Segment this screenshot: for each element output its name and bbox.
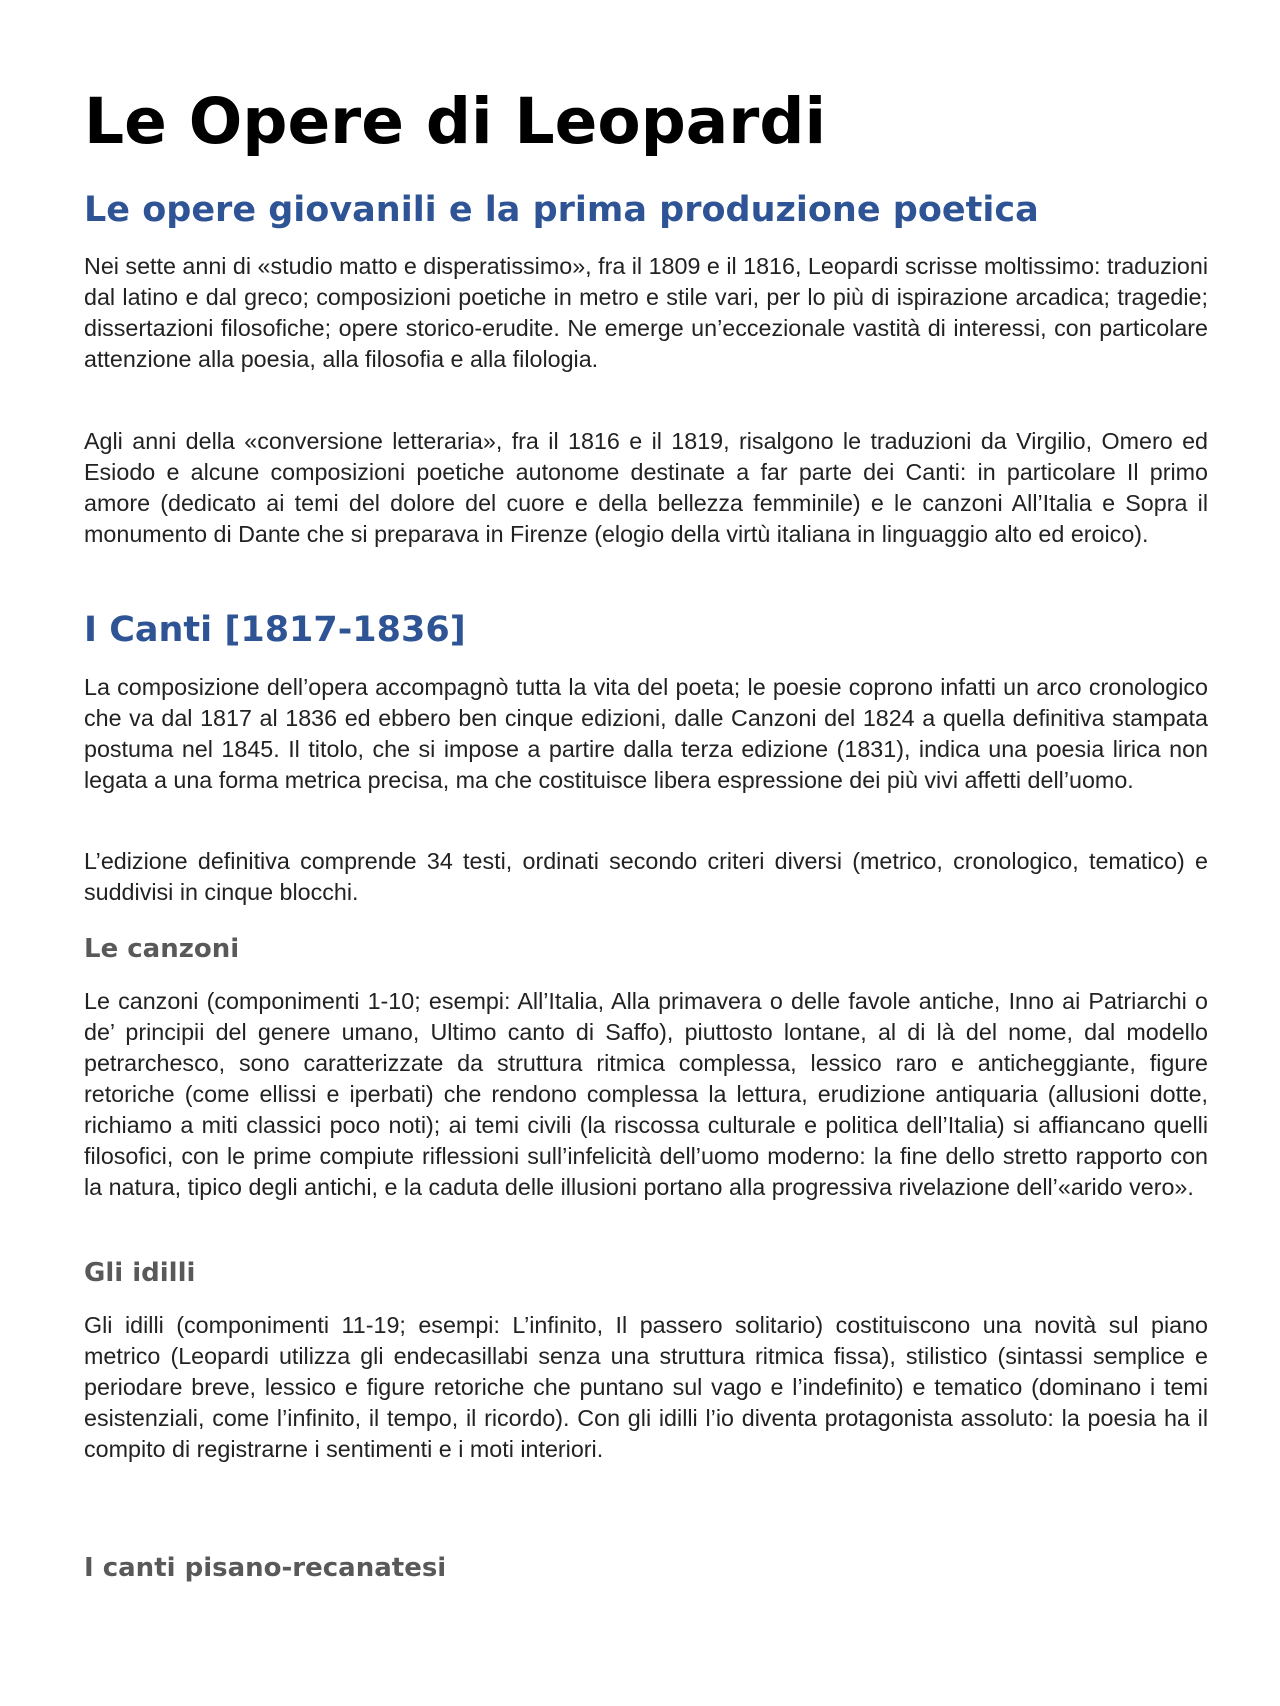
paragraph-edizione-definitiva: L’edizione definitiva comprende 34 testi, ordinati secondo criteri diversi (metrico, cronologico, tematico) e suddivisi in cinque blocchi. — [84, 848, 1208, 905]
heading-canti: I Canti [1817-1836] — [84, 610, 466, 650]
paragraph-studio-matto: Nei sette anni di «studio matto e disperatissimo», fra il 1809 e il 1816, Leopardi scrisse moltissimo: traduzioni dal latino e dal greco; composizioni poetiche in metro e stile vari, per lo più di ispirazione arcadica; tragedie; dissertazioni filosofiche; opere storico-erudite. Ne emerge un’eccezionale vastità di interessi, con particolare attenzione alla poesia, alla filosofia e alla filologia. — [84, 253, 1208, 372]
document-title: Le Opere di Leopardi — [84, 85, 827, 158]
heading-opere-giovanili: Le opere giovanili e la prima produzione poetica — [84, 190, 1039, 230]
paragraph-conversione-letteraria: Agli anni della «conversione letteraria», fra il 1816 e il 1819, risalgono le traduzioni da Virgilio, Omero ed Esiodo e alcune composizioni poetiche autonome destinate a far parte dei Canti: in particolare Il primo amore (dedicato ai temi del dolore del cuore e della bellezza femminile) e le canzoni All’Italia e Sopra il monumento di Dante che si preparava in Firenze (elogio della virtù italiana in linguaggio alto ed eroico). — [84, 428, 1208, 547]
heading-canti-pisano-recanatesi: I canti pisano-recanatesi — [84, 1553, 447, 1583]
paragraph-composizione-canti: La composizione dell’opera accompagnò tutta la vita del poeta; le poesie coprono infatti un arco cronologico che va dal 1817 al 1836 ed ebbero ben cinque edizioni, dalle Canzoni del 1824 a quella definitiva stampata postuma nel 1845. Il titolo, che si impose a partire dalla terza edizione (1831), indica una poesia lirica non legata a una forma metrica precisa, ma che costituisce libera espressione dei più vivi affetti dell’uomo. — [84, 674, 1208, 793]
paragraph-gli-idilli: Gli idilli (componimenti 11-19; esempi: L’infinito, Il passero solitario) costituiscono una novità sul piano metrico (Leopardi utilizza gli endecasillabi senza una struttura ritmica fissa), stilistico (sintassi semplice e periodare breve, lessico e figure retoriche che puntano sul vago e l’indefinito) e tematico (dominano i temi esistenziali, come l’infinito, il tempo, il ricordo). Con gli idilli l’io diventa protagonista assoluto: la poesia ha il compito di registrarne i sentimenti e i moti interiori. — [84, 1312, 1208, 1462]
heading-le-canzoni: Le canzoni — [84, 934, 240, 964]
heading-gli-idilli: Gli idilli — [84, 1258, 196, 1288]
paragraph-le-canzoni: Le canzoni (componimenti 1-10; esempi: All’Italia, Alla primavera o delle favole antiche, Inno ai Patriarchi o de’ principii del genere umano, Ultimo canto di Saffo), piuttosto lontane, al di là del nome, dal modello petrarchesco, sono caratterizzate da struttura ritmica complessa, lessico raro e anticheggiante, figure retoriche (come ellissi e iperbati) che rendono complessa la lettura, erudizione antiquaria (allusioni dotte, richiamo a miti classici poco noti); ai temi civili (la riscossa culturale e politica dell’Italia) si affiancano quelli filosofici, con le prime compiute riflessioni sull’infelicità dell’uomo moderno: la fine dello stretto rapporto con la natura, tipico degli antichi, e la caduta delle illusioni portano alla progressiva rivelazione dell’«arido vero». — [84, 988, 1208, 1200]
